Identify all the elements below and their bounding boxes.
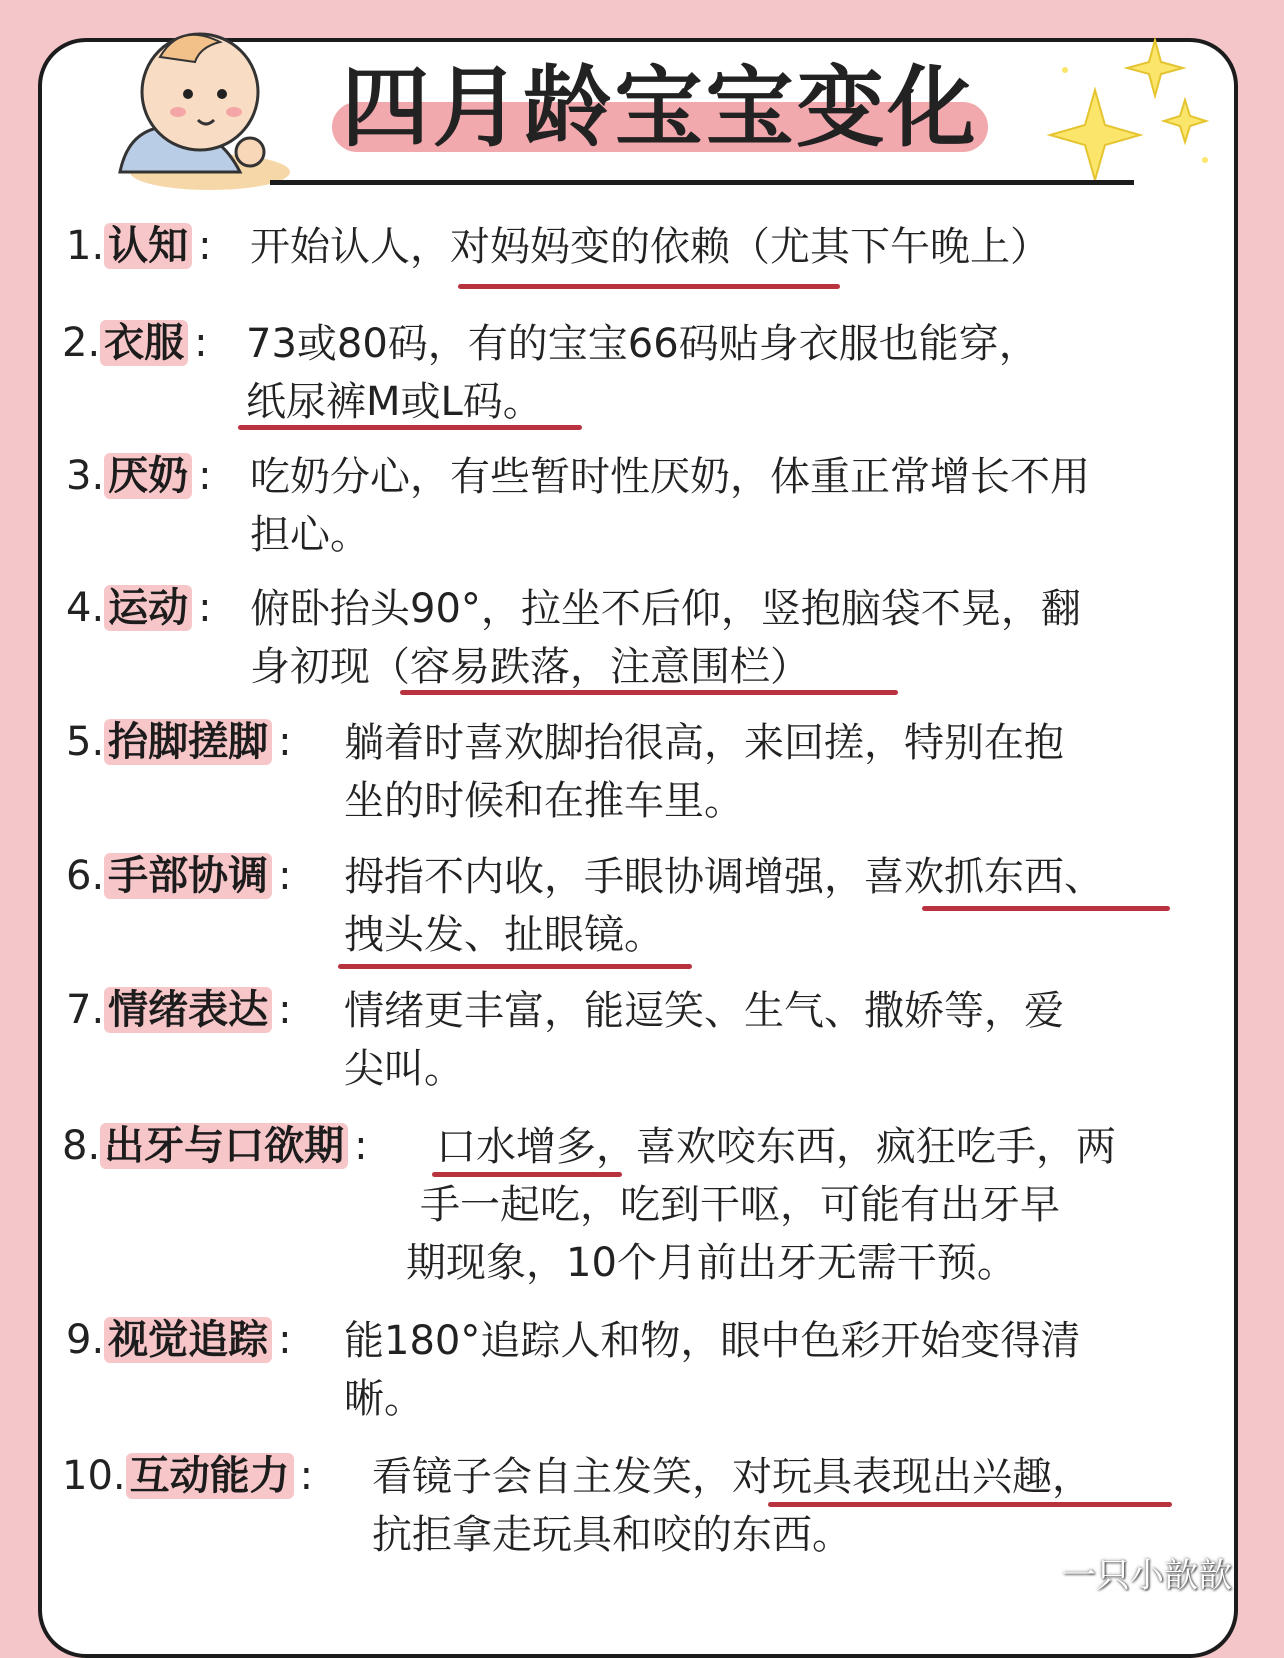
stars-decoration-icon: [1035, 30, 1215, 190]
item-heading: 3. 厌奶 :: [66, 453, 212, 499]
item-description: 吃奶分心，有些暂时性厌奶，体重正常增长不用 担心。: [250, 454, 1090, 558]
underline-mark: [768, 1502, 1172, 1507]
underline-mark: [458, 284, 840, 289]
item-description: 73或80码，有的宝宝66码贴身衣服也能穿， 纸尿裤M或L码。: [246, 321, 1039, 425]
item-heading: 1. 认知 :: [66, 223, 212, 269]
item-description: 能180°追踪人和物，眼中色彩开始变得清 晰。: [344, 1318, 1081, 1422]
item-heading: 7. 情绪表达 :: [66, 987, 292, 1033]
item-heading: 2. 衣服 :: [62, 320, 208, 366]
item-heading: 8. 出牙与口欲期 :: [62, 1123, 368, 1169]
item-description: 开始认人，对妈妈变的依赖（尤其下午晚上）: [250, 224, 1050, 270]
underline-mark: [338, 964, 692, 969]
baby-illustration-icon: [100, 22, 300, 197]
item-description: 躺着时喜欢脚抬很高，来回搓，特别在抱 坐的时候和在推车里。: [344, 720, 1064, 824]
title-divider: [270, 180, 1134, 185]
title-area: [320, 50, 1000, 175]
item-heading: 4. 运动 :: [66, 585, 212, 631]
item-description: 俯卧抬头90°，拉坐不后仰，竖抱脑袋不晃，翻 身初现（容易跌落，注意围栏）: [250, 586, 1081, 690]
item-heading: 6. 手部协调 :: [66, 853, 292, 899]
item-heading: 5. 抬脚搓脚 :: [66, 719, 292, 765]
item-description: 看镜子会自主发笑，对玩具表现出兴趣， 抗拒拿走玩具和咬的东西。: [372, 1454, 1092, 1558]
underline-mark: [400, 690, 898, 695]
item-heading: 10. 互动能力 :: [62, 1453, 314, 1499]
item-description: 情绪更丰富，能逗笑、生气、撒娇等，爱 尖叫。: [344, 988, 1064, 1092]
underline-mark: [922, 906, 1170, 911]
item-description: 拇指不内收，手眼协调增强，喜欢抓东西、 拽头发、扯眼镜。: [344, 854, 1104, 958]
underline-mark: [238, 425, 582, 430]
item-description: 口水增多，喜欢咬东西，疯狂吃手，两 手一起吃，吃到干呕，可能有出牙早 期现象，10个月前出牙无需干预。: [406, 1124, 1116, 1286]
watermark: 一只小歆歆: [1062, 1556, 1232, 1596]
underline-mark: [432, 1172, 622, 1177]
item-heading: 9. 视觉追踪 :: [66, 1317, 292, 1363]
page-title: 四月龄宝宝变化: [341, 56, 979, 159]
